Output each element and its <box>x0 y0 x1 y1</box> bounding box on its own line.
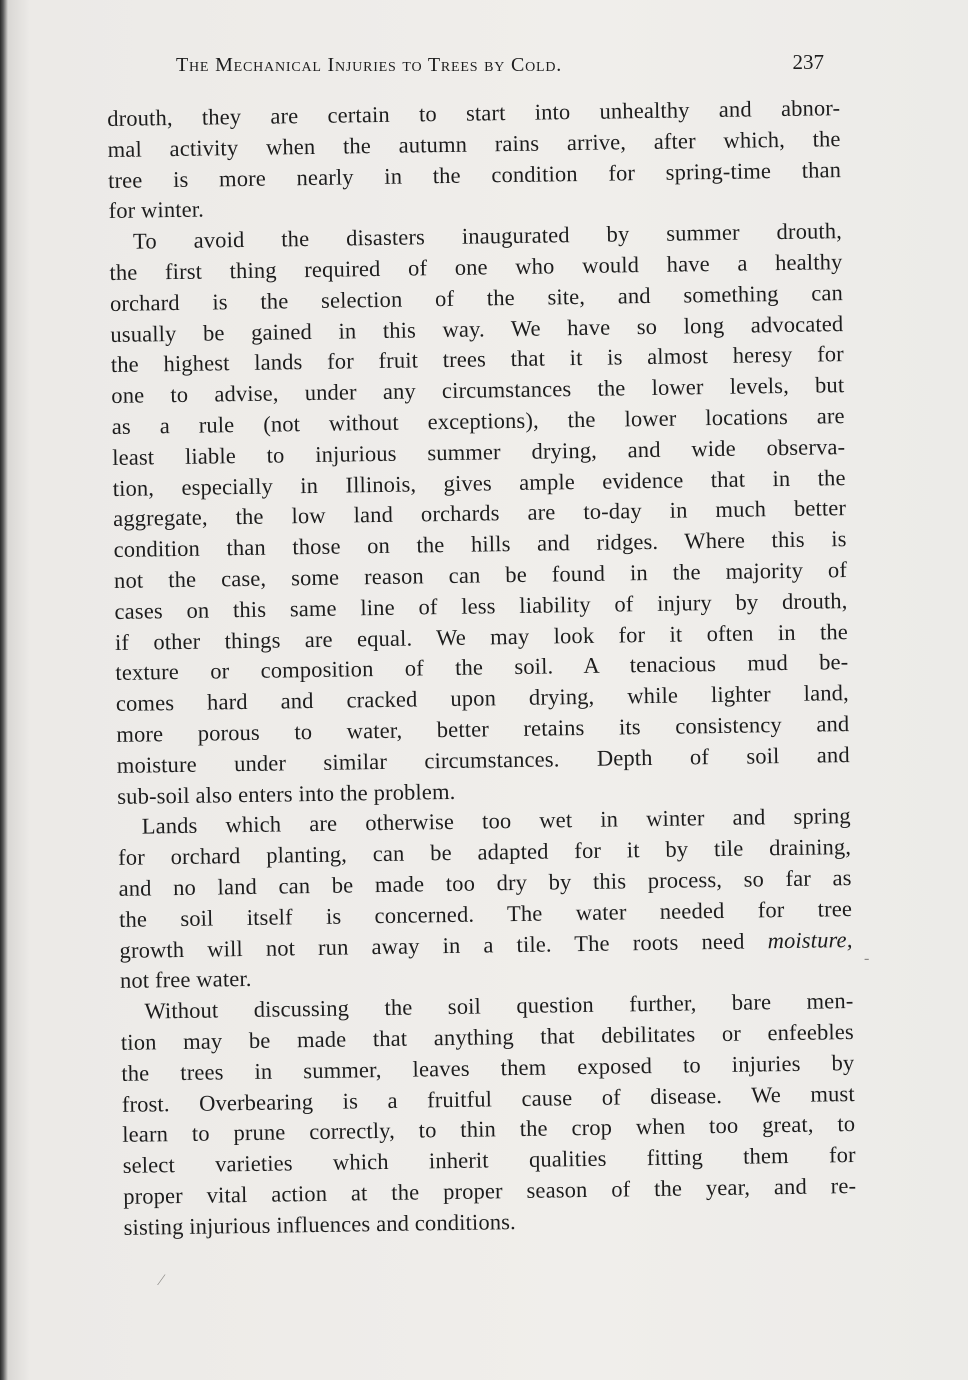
text-line: tion may be made that anything that debilitates or enfeebles <box>120 1018 855 1055</box>
text-line: mal activity when the autumn rains arrive, after which, the <box>107 125 841 162</box>
text-line: for orchard planting, can be adapted for it by tile draining, <box>117 834 852 871</box>
text-line: moisture under similar circumstances. Depth of soil and <box>116 741 850 778</box>
text-line: the trees in summer, leaves them exposed to injuries by <box>121 1049 855 1086</box>
text-line: drouth, they are certain to start into unhealthy and abnor- <box>107 95 841 131</box>
text-line: least liable to injurious summer drying, and wide observa- <box>112 433 846 470</box>
paragraph-4 <box>120 986 857 1243</box>
stray-mark: ‐ <box>864 950 870 967</box>
text-line: learn to prune correctly, to thin the crop when too great, to <box>122 1111 856 1148</box>
text-line: sisting injurious influences and conditions. <box>123 1208 516 1240</box>
text-line: Without discussing the soil question further, bare men- <box>144 988 854 1024</box>
page-header <box>176 50 824 84</box>
text-line: the first thing required of one who would have a healthy <box>109 249 843 285</box>
text-line: not free water. <box>119 966 252 994</box>
text-line: and no land can be made too dry by this process, so far as <box>118 864 852 901</box>
paragraph-3 <box>118 801 854 997</box>
text-line: usually be gained in this way. We have so long advocated <box>110 310 844 347</box>
text-line: aggregate, the low land orchards are to-day in much better <box>112 495 847 532</box>
text-line: if other things are equal. We may look for it often in the <box>114 618 849 655</box>
text-line: not the case, some reason can be found in the majority of <box>113 557 848 593</box>
text-line: the soil itself is concerned. The water needed for tree <box>118 895 853 932</box>
text-line: tion, especially in Illinois, gives ample evidence that in the <box>112 464 846 501</box>
text-line: for winter. <box>108 196 205 224</box>
text-line: texture or composition of the soil. A tenacious mud be- <box>115 649 849 686</box>
text-run: growth will not run away in a tile. The roots need <box>119 928 745 963</box>
paragraph-2 <box>109 216 851 812</box>
stray-mark: ⁄ <box>160 1272 163 1289</box>
text-line: frost. Overbearing is a fruitful cause of disease. We must <box>121 1080 855 1117</box>
text-line: the highest lands for fruit trees that it is almost heresy for <box>110 341 844 378</box>
running-title: The Mechanical Injuries to Trees by Cold. <box>176 54 563 76</box>
text-line: sub-soil also enters into the problem. <box>117 778 456 809</box>
text-line: select varieties which inherit qualities fitting them for <box>122 1142 856 1178</box>
text-line: cases on this same line of less liability of injury by drouth, <box>114 587 848 624</box>
text-line: proper vital action at the proper season of the year, and re- <box>123 1172 857 1209</box>
text-line: Lands which are otherwise too wet in winter and spring <box>141 803 851 839</box>
text-line: To avoid the disasters inaugurated by summer drouth, <box>132 218 843 254</box>
text-line: as a rule (not without exceptions), the lower locations are <box>111 403 845 439</box>
text-line: one to advise, under any circumstances the lower levels, but <box>111 372 845 409</box>
body-text <box>107 93 857 1243</box>
emphasized-word: moisture, <box>767 926 853 953</box>
text-line: tree is more nearly in the condition for spring-time than <box>107 156 842 193</box>
text-line: more porous to water, better retains its consistency and <box>116 710 850 747</box>
paragraph-1 <box>107 93 842 227</box>
text-line: comes hard and cracked upon drying, while lighter land, <box>115 680 850 717</box>
text-line: orchard is the selection of the site, and something can <box>109 279 844 316</box>
page-number: 237 <box>792 50 824 74</box>
text-line: condition than those on the hills and ridges. Where this is <box>113 526 847 563</box>
